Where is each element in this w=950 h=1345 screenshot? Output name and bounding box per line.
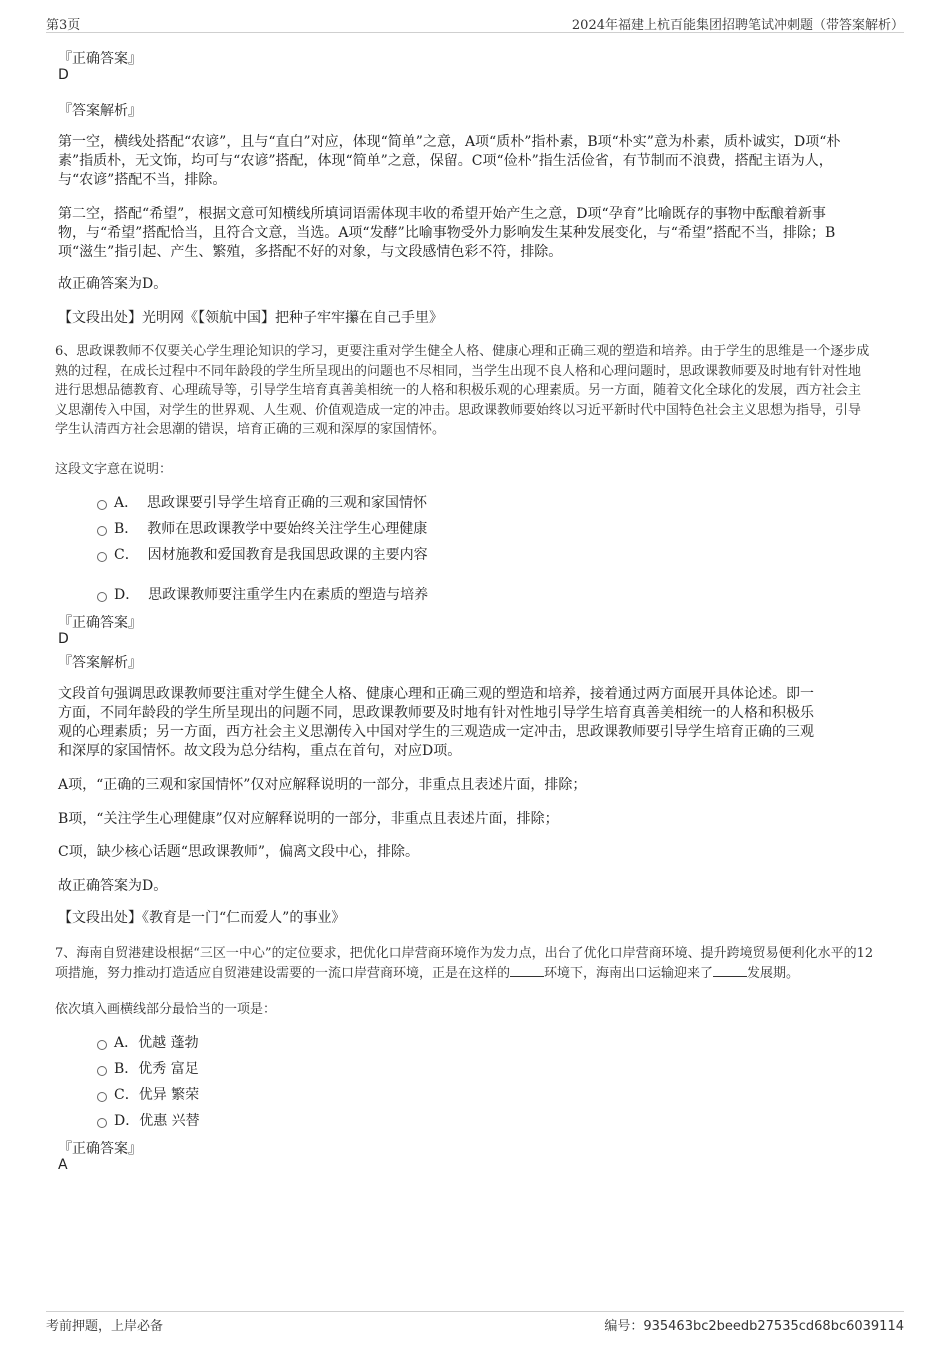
text-line: 义思潮传入中国，对学生的世界观、人生观、价值观造成一定的冲击。思政课教师要始终以习近平新时代中国特色社会主义思想为指导，引导 xyxy=(55,402,862,418)
text-line: 第一空，横线处搭配“农谚”，且与“直白”对应，体现“简单”之意，A项“质朴”指朴素，B项“朴实”意为朴素，质朴诚实，D项“朴 xyxy=(58,134,841,150)
option-d[interactable] xyxy=(97,584,428,604)
text-line: 与“农谚”搭配不当，排除。 xyxy=(58,172,227,188)
option-b[interactable] xyxy=(97,518,427,538)
option-letter: B． xyxy=(114,521,139,537)
option-d[interactable] xyxy=(97,1110,200,1130)
radio-icon[interactable] xyxy=(97,526,107,536)
answer-value: A xyxy=(58,1157,68,1173)
analysis-label: 『答案解析』 xyxy=(58,655,142,671)
analysis-paragraph xyxy=(58,133,892,190)
option-a-note: A项，“正确的三观和家国情怀”仅对应解释说明的一部分，非重点且表述片面，排除； xyxy=(58,777,587,793)
question-prompt: 依次填入画横线部分最恰当的一项是： xyxy=(55,1002,277,1017)
answer-label: 『正确答案』 xyxy=(58,615,142,631)
text-line: 素”指质朴，无文饰，均可与“农谚”搭配，体现“简单”之意，保留。C项“俭朴”指生活俭省，有节制而不浪费，搭配主语为人， xyxy=(58,153,833,169)
page-header xyxy=(46,12,904,33)
option-a[interactable] xyxy=(97,1032,199,1052)
radio-icon[interactable] xyxy=(97,552,107,562)
option-text: 思政课要引导学生培育正确的三观和家国情怀 xyxy=(147,495,428,511)
analysis-label: 『答案解析』 xyxy=(58,103,142,119)
option-text: 优越 蓬勃 xyxy=(138,1035,199,1051)
option-c[interactable] xyxy=(97,544,428,564)
text-line: 学生认清西方社会思潮的错误，培育正确的三观和深厚的家国情怀。 xyxy=(55,422,446,437)
radio-icon[interactable] xyxy=(97,1092,107,1102)
radio-icon[interactable] xyxy=(97,592,107,602)
document-code: 编号：935463bc2beedb27535cd68bc6039114 xyxy=(604,1319,904,1334)
text-segment: 环境下，海南出口运输迎来了 xyxy=(544,965,714,981)
page-footer xyxy=(46,1311,904,1336)
option-letter: C． xyxy=(114,547,139,563)
text-line: 项“滋生”指引起、产生、繁殖，多搭配不好的对象，与文段感情色彩不符，排除。 xyxy=(58,244,563,260)
option-letter: A． xyxy=(114,495,139,511)
text-line xyxy=(55,964,900,984)
text-segment: 发展期。 xyxy=(747,965,800,981)
analysis-paragraph xyxy=(58,205,892,262)
option-text: 教师在思政课教学中要始终关注学生心理健康 xyxy=(147,521,428,537)
option-a[interactable] xyxy=(97,492,427,512)
answer-value: D xyxy=(58,631,69,647)
option-text: 思政课教师要注重学生内在素质的塑造与培养 xyxy=(148,587,429,603)
radio-icon[interactable] xyxy=(97,1118,107,1128)
conclusion: 故正确答案为D。 xyxy=(58,878,168,894)
option-text: 因材施教和爱国教育是我国思政课的主要内容 xyxy=(147,547,428,563)
text-line: 物，与“希望”搭配恰当，且符合文意，当选。A项“发酵”比喻事物受外力影响发生某种发展变化，与“希望”搭配不当，排除；B xyxy=(58,225,836,241)
option-text: 优惠 兴替 xyxy=(139,1113,200,1129)
option-c[interactable] xyxy=(97,1084,199,1104)
option-letter: C． xyxy=(114,1087,139,1103)
question-prompt: 这段文字意在说明： xyxy=(55,462,173,477)
text-line: 6、思政课教师不仅要关心学生理论知识的学习，更要注重对学生健全人格、健康心理和正确三观的塑造和培养。由于学生的思维是一个逐步成 xyxy=(55,344,870,359)
option-b-note: B项，“关注学生心理健康”仅对应解释说明的一部分，非重点且表述片面，排除； xyxy=(58,811,559,827)
source: 【文段出处】光明网《【领航中国】把种子牢牢攥在自己手里》 xyxy=(58,310,443,326)
radio-icon[interactable] xyxy=(97,1066,107,1076)
text-line: 和深厚的家国情怀。故文段为总分结构，重点在首句，对应D项。 xyxy=(58,743,462,759)
text-segment: 项措施，努力推动打造适应自贸港建设需要的一流口岸营商环境，正是在这样的 xyxy=(55,965,511,981)
option-c-note: C项，缺少核心话题“思政课教师”，偏离文段中心，排除。 xyxy=(58,844,420,860)
question-text xyxy=(55,342,900,440)
text-line: 7、海南自贸港建设根据“三区一中心”的定位要求，把优化口岸营商环境作为发力点，出台了优化口岸营商环境、提升跨境贸易便利化水平的12 xyxy=(55,946,874,961)
answer-value: D xyxy=(58,67,69,83)
text-line: 进行思想品德教育、心理疏导等，引导学生培育真善美相统一的人格和积极乐观的心理素质。另一方面，随着文化全球化的发展，西方社会主 xyxy=(55,383,862,398)
option-text: 优秀 富足 xyxy=(138,1061,199,1077)
radio-icon[interactable] xyxy=(97,500,107,510)
footer-slogan: 考前押题，上岸必备 xyxy=(46,1319,164,1334)
radio-icon[interactable] xyxy=(97,1040,107,1050)
fill-blank xyxy=(713,966,747,977)
option-b[interactable] xyxy=(97,1058,199,1078)
text-line: 熟的过程，在成长过程中不同年龄段的学生所呈现出的问题也不尽相同，当学生出现不良人格和心理问题时，思政课教师要及时地有针对性地 xyxy=(55,363,862,379)
fill-blank xyxy=(510,966,544,977)
conclusion: 故正确答案为D。 xyxy=(58,276,168,292)
document-title: 2024年福建上杭百能集团招聘笔试冲刺题（带答案解析） xyxy=(571,18,904,33)
page-number: 第3页 xyxy=(46,18,81,33)
source: 【文段出处】《教育是一门“仁而爱人”的事业》 xyxy=(58,910,346,926)
option-letter: D． xyxy=(114,587,140,603)
text-line: 方面，不同年龄段的学生所呈现出的问题不同，思政课教师要及时地有针对性地引导学生培育真善美相统一的人格和积极乐 xyxy=(58,705,814,721)
text-line: 文段首句强调思政课教师要注重对学生健全人格、健康心理和正确三观的塑造和培养，接着通过两方面展开具体论述。即一 xyxy=(58,686,814,702)
question-text xyxy=(55,944,900,983)
option-text: 优异 繁荣 xyxy=(138,1087,200,1103)
option-letter: A． xyxy=(114,1035,139,1051)
analysis-paragraph xyxy=(58,685,892,761)
answer-label: 『正确答案』 xyxy=(58,1141,142,1157)
text-line: 观的心理素质；另一方面，西方社会主义思潮传入中国对学生的三观造成一定冲击，思政课教师要引导学生培育正确的三观 xyxy=(58,724,814,740)
option-letter: B． xyxy=(114,1061,139,1077)
answer-label: 『正确答案』 xyxy=(58,51,142,67)
text-line: 第二空，搭配“希望”，根据文意可知横线所填词语需体现丰收的希望开始产生之意，D项“孕育”比喻既存的事物中酝酿着新事 xyxy=(58,206,826,222)
option-letter: D． xyxy=(114,1113,140,1129)
